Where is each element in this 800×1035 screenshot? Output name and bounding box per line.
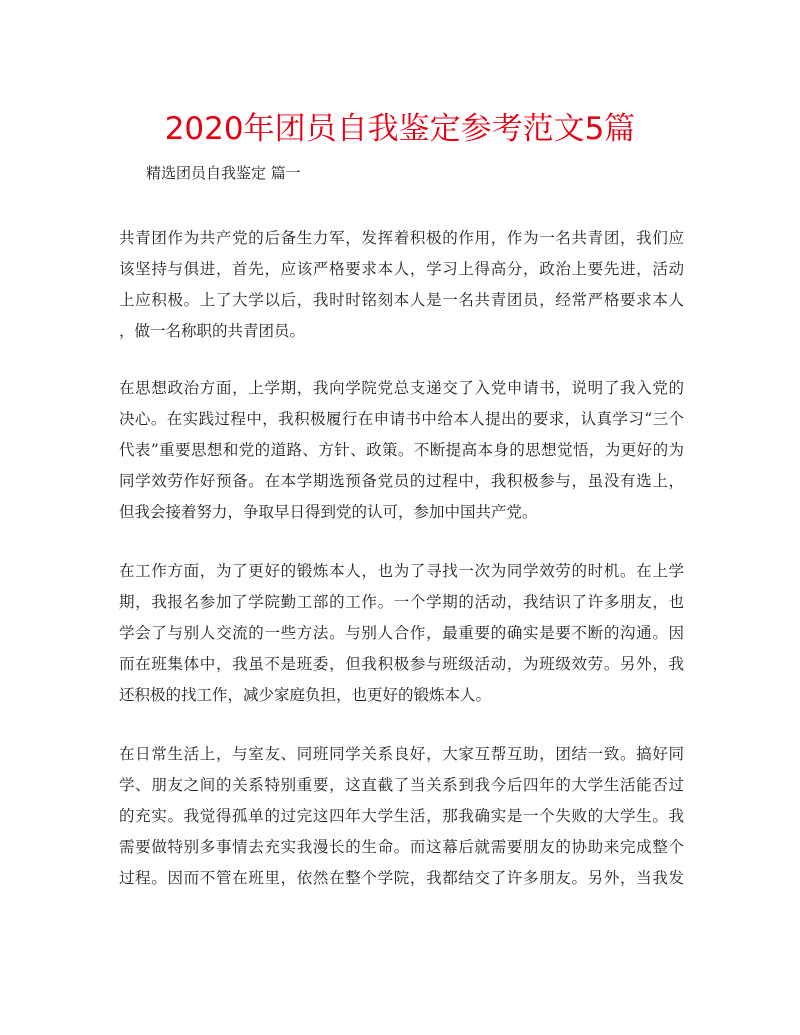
paragraph-2: [119, 373, 684, 528]
paragraph-line: 在工作方面，为了更好的锻炼本人，也为了寻找一次为同学效劳的时机。在上学: [119, 562, 684, 580]
paragraph-line: 而在班集体中，我虽不是班委，但我积极参与班级活动，为班级效劳。另外，我: [119, 655, 684, 673]
paragraph-line: 的充实。我觉得孤单的过完这四年大学生活，那我确实是一个失败的大学生。我: [119, 807, 684, 825]
paragraph-line: 在日常生活上，与室友、同班同学关系良好，大家互帮互助，团结一致。搞好同: [119, 745, 684, 763]
paragraph-line: 学会了与别人交流的一些方法。与别人合作，最重要的确实是要不断的沟通。因: [119, 624, 684, 642]
document-title: 2020年团员自我鉴定参考范文5篇: [164, 111, 636, 147]
paragraph-line: 上应积极。上了大学以后，我时时铭刻本人是一名共青团员，经常严格要求本人: [119, 291, 684, 309]
paragraph-line: 但我会接着努力，争取早日得到党的认可，参加中国共产党。: [119, 503, 538, 521]
paragraph-line: 在思想政治方面，上学期，我向学院党总支递交了入党申请书，说明了我入党的: [119, 379, 684, 397]
section-heading: 精选团员自我鉴定 篇一: [146, 164, 301, 182]
paragraph-line: 共青团作为共产党的后备生力军，发挥着积极的作用，作为一名共青团，我们应: [119, 229, 684, 247]
paragraph-line: 决心。在实践过程中，我积极履行在申请书中给本人提出的要求，认真学习“三个: [119, 410, 684, 428]
paragraph-line: 学、朋友之间的关系特别重要，这直截了当关系到我今后四年的大学生活能否过: [119, 776, 684, 794]
paragraph-line: 同学效劳作好预备。在本学期选预备党员的过程中，我积极参与，虽没有选上，: [119, 472, 684, 490]
paragraph-line: 需要做特别多事情去充实我漫长的生命。而这幕后就需要朋友的协助来完成整个: [119, 838, 684, 856]
paragraph-4: [119, 739, 684, 894]
paragraph-line: 过程。因而不管在班里，依然在整个学院，我都结交了许多朋友。另外，当我发: [119, 869, 684, 887]
paragraph-1: [119, 223, 684, 347]
paragraph-line: 代表”重要思想和党的道路、方针、政策。不断提高本身的思想觉悟，为更好的为: [119, 441, 684, 459]
paragraph-line: ，做一名称职的共青团员。: [119, 322, 306, 340]
paragraph-line: 该坚持与俱进，首先，应该严格要求本人，学习上得高分，政治上要先进，活动: [119, 260, 684, 278]
paragraph-line: 还积极的找工作，减少家庭负担，也更好的锻炼本人。: [119, 686, 492, 704]
paragraph-3: [119, 556, 684, 711]
paragraph-line: 期，我报名参加了学院勤工部的工作。一个学期的活动，我结识了许多朋友，也: [119, 593, 684, 611]
